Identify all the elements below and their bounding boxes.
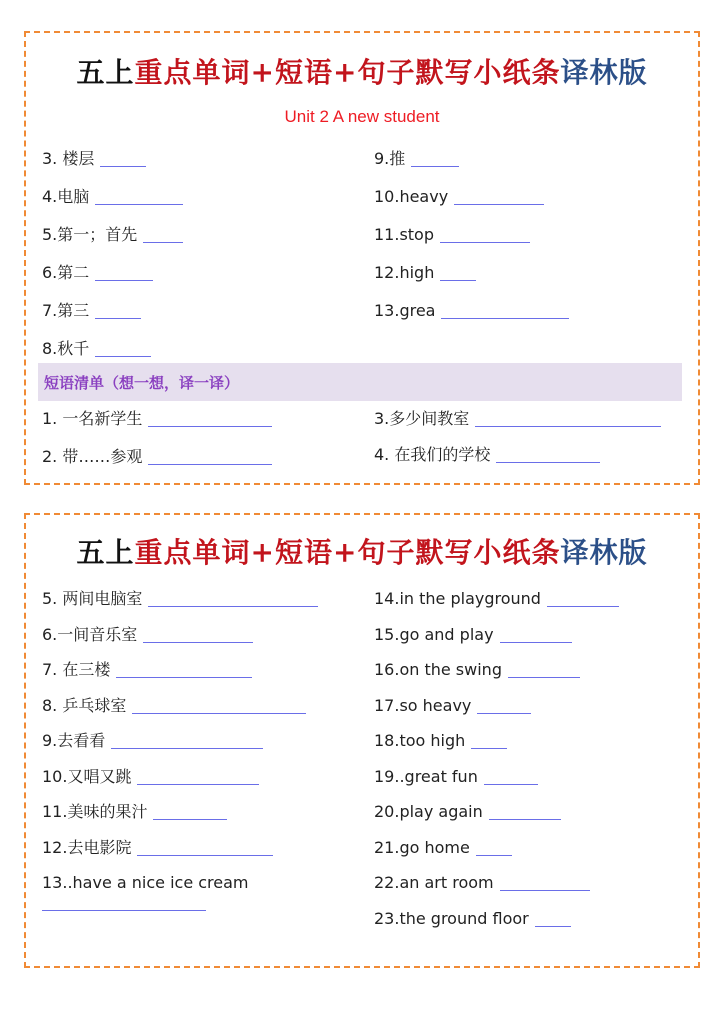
item-label: 10.又唱又跳 [42, 766, 132, 786]
dictation-item [374, 409, 661, 429]
item-label: 17.so heavy [374, 695, 472, 715]
item-label: 3. 楼层 [42, 149, 95, 168]
dictation-item [374, 731, 507, 751]
dictation-item [42, 909, 206, 913]
answer-blank-line[interactable] [484, 783, 538, 785]
dictation-item [42, 731, 263, 751]
item-label: 6.第二 [42, 263, 90, 282]
item-label: 4.电脑 [42, 187, 90, 206]
dictation-item [42, 225, 183, 245]
dictation-item [374, 589, 619, 609]
answer-blank-line[interactable] [411, 165, 459, 167]
answer-blank-line[interactable] [500, 641, 572, 643]
dictation-item [42, 339, 151, 359]
dictation-item [42, 263, 153, 283]
answer-blank-line[interactable] [475, 425, 661, 427]
answer-blank-line[interactable] [440, 241, 530, 243]
answer-blank-line[interactable] [440, 279, 476, 281]
item-label: 18.too high [374, 731, 466, 750]
answer-blank-line[interactable] [535, 925, 571, 927]
item-label: 4. 在我们的学校 [374, 445, 491, 464]
answer-blank-line[interactable] [95, 355, 151, 357]
answer-blank-line[interactable] [116, 676, 252, 678]
dictation-item [42, 767, 259, 787]
dictation-item [42, 802, 227, 822]
answer-blank-line[interactable] [476, 854, 512, 856]
item-label: 14.in the playground [374, 589, 541, 608]
answer-blank-line[interactable] [471, 747, 507, 749]
answer-blank-line[interactable] [441, 317, 569, 319]
item-label: 5. 两间电脑室 [42, 589, 143, 608]
item-label: 22.an art room [374, 873, 494, 892]
answer-blank-line[interactable] [111, 747, 263, 749]
item-label: 3.多少间教室 [374, 409, 470, 428]
answer-blank-line[interactable] [42, 909, 206, 911]
item-label: 6.一间音乐室 [42, 624, 138, 644]
dictation-item [42, 660, 252, 680]
dictation-item [42, 873, 249, 893]
item-label: 21.go home [374, 837, 470, 857]
item-label: 7.第三 [42, 301, 90, 320]
answer-blank-line[interactable] [454, 203, 544, 205]
dictation-item [42, 625, 253, 645]
dictation-item [42, 838, 273, 858]
dictation-item [42, 301, 141, 321]
item-label: 10.heavy [374, 187, 449, 206]
item-label: 11.美味的果汁 [42, 802, 148, 821]
dictation-item [374, 767, 538, 787]
dictation-item [374, 838, 512, 858]
item-label: 20.play again [374, 802, 483, 821]
dictation-item [42, 589, 318, 609]
item-label: 11.stop [374, 225, 434, 244]
answer-blank-line[interactable] [143, 641, 253, 643]
item-label: 15.go and play [374, 624, 494, 644]
item-label: 9.去看看 [42, 731, 106, 750]
answer-blank-line[interactable] [500, 889, 590, 891]
dictation-item [374, 802, 561, 822]
item-label: 16.on the swing [374, 660, 502, 679]
dictation-item [42, 696, 306, 716]
dictation-item [374, 225, 530, 245]
dictation-item [42, 187, 183, 207]
item-label: 5.第一；首先 [42, 225, 138, 244]
answer-blank-line[interactable] [489, 818, 561, 820]
answer-blank-line[interactable] [100, 165, 146, 167]
item-label: 19..great fun [374, 766, 478, 786]
card-title: 五上重点单词+短语+句子默写小纸条译林版 [76, 536, 648, 569]
answer-blank-line[interactable] [148, 463, 272, 465]
dictation-item [374, 625, 572, 645]
item-label: 9.推 [374, 149, 406, 168]
dictation-item [42, 149, 146, 169]
answer-blank-line[interactable] [143, 241, 183, 243]
card-title: 五上重点单词+短语+句子默写小纸条译林版 [76, 56, 648, 89]
dictation-item [374, 187, 544, 207]
item-label: 8.秋千 [42, 339, 90, 358]
answer-blank-line[interactable] [95, 279, 153, 281]
item-label: 12.high [374, 263, 435, 282]
dictation-item [374, 909, 571, 929]
item-label: 7. 在三楼 [42, 660, 111, 679]
dictation-item [374, 696, 531, 716]
answer-blank-line[interactable] [477, 712, 531, 714]
dictation-item [374, 149, 459, 169]
phrase-section-header: 短语清单（想一想，译一译） [38, 363, 682, 401]
item-label: 13.grea [374, 301, 436, 320]
dictation-item [374, 660, 580, 680]
answer-blank-line[interactable] [137, 854, 273, 856]
dictation-item [42, 447, 272, 467]
item-label: 23.the ground floor [374, 908, 529, 928]
unit-subtitle: Unit 2 A new student [284, 107, 440, 126]
dictation-item [374, 873, 590, 893]
answer-blank-line[interactable] [508, 676, 580, 678]
item-label: 1. 一名新学生 [42, 409, 143, 428]
dictation-item [374, 445, 600, 465]
answer-blank-line[interactable] [496, 461, 600, 463]
answer-blank-line[interactable] [132, 712, 306, 714]
dictation-card-2 [24, 513, 700, 968]
answer-blank-line[interactable] [148, 425, 272, 427]
item-label: 8. 乒乓球室 [42, 695, 127, 715]
item-label: 13..have a nice ice cream [42, 873, 249, 892]
answer-blank-line[interactable] [95, 317, 141, 319]
answer-blank-line[interactable] [148, 605, 318, 607]
item-label: 2. 带……参观 [42, 447, 143, 466]
item-label: 12.去电影院 [42, 837, 132, 857]
answer-blank-line[interactable] [95, 203, 183, 205]
dictation-card-1 [24, 31, 700, 485]
dictation-item [42, 409, 272, 429]
answer-blank-line[interactable] [547, 605, 619, 607]
answer-blank-line[interactable] [137, 783, 259, 785]
dictation-item [374, 301, 569, 321]
answer-blank-line[interactable] [153, 818, 227, 820]
dictation-item [374, 263, 476, 283]
